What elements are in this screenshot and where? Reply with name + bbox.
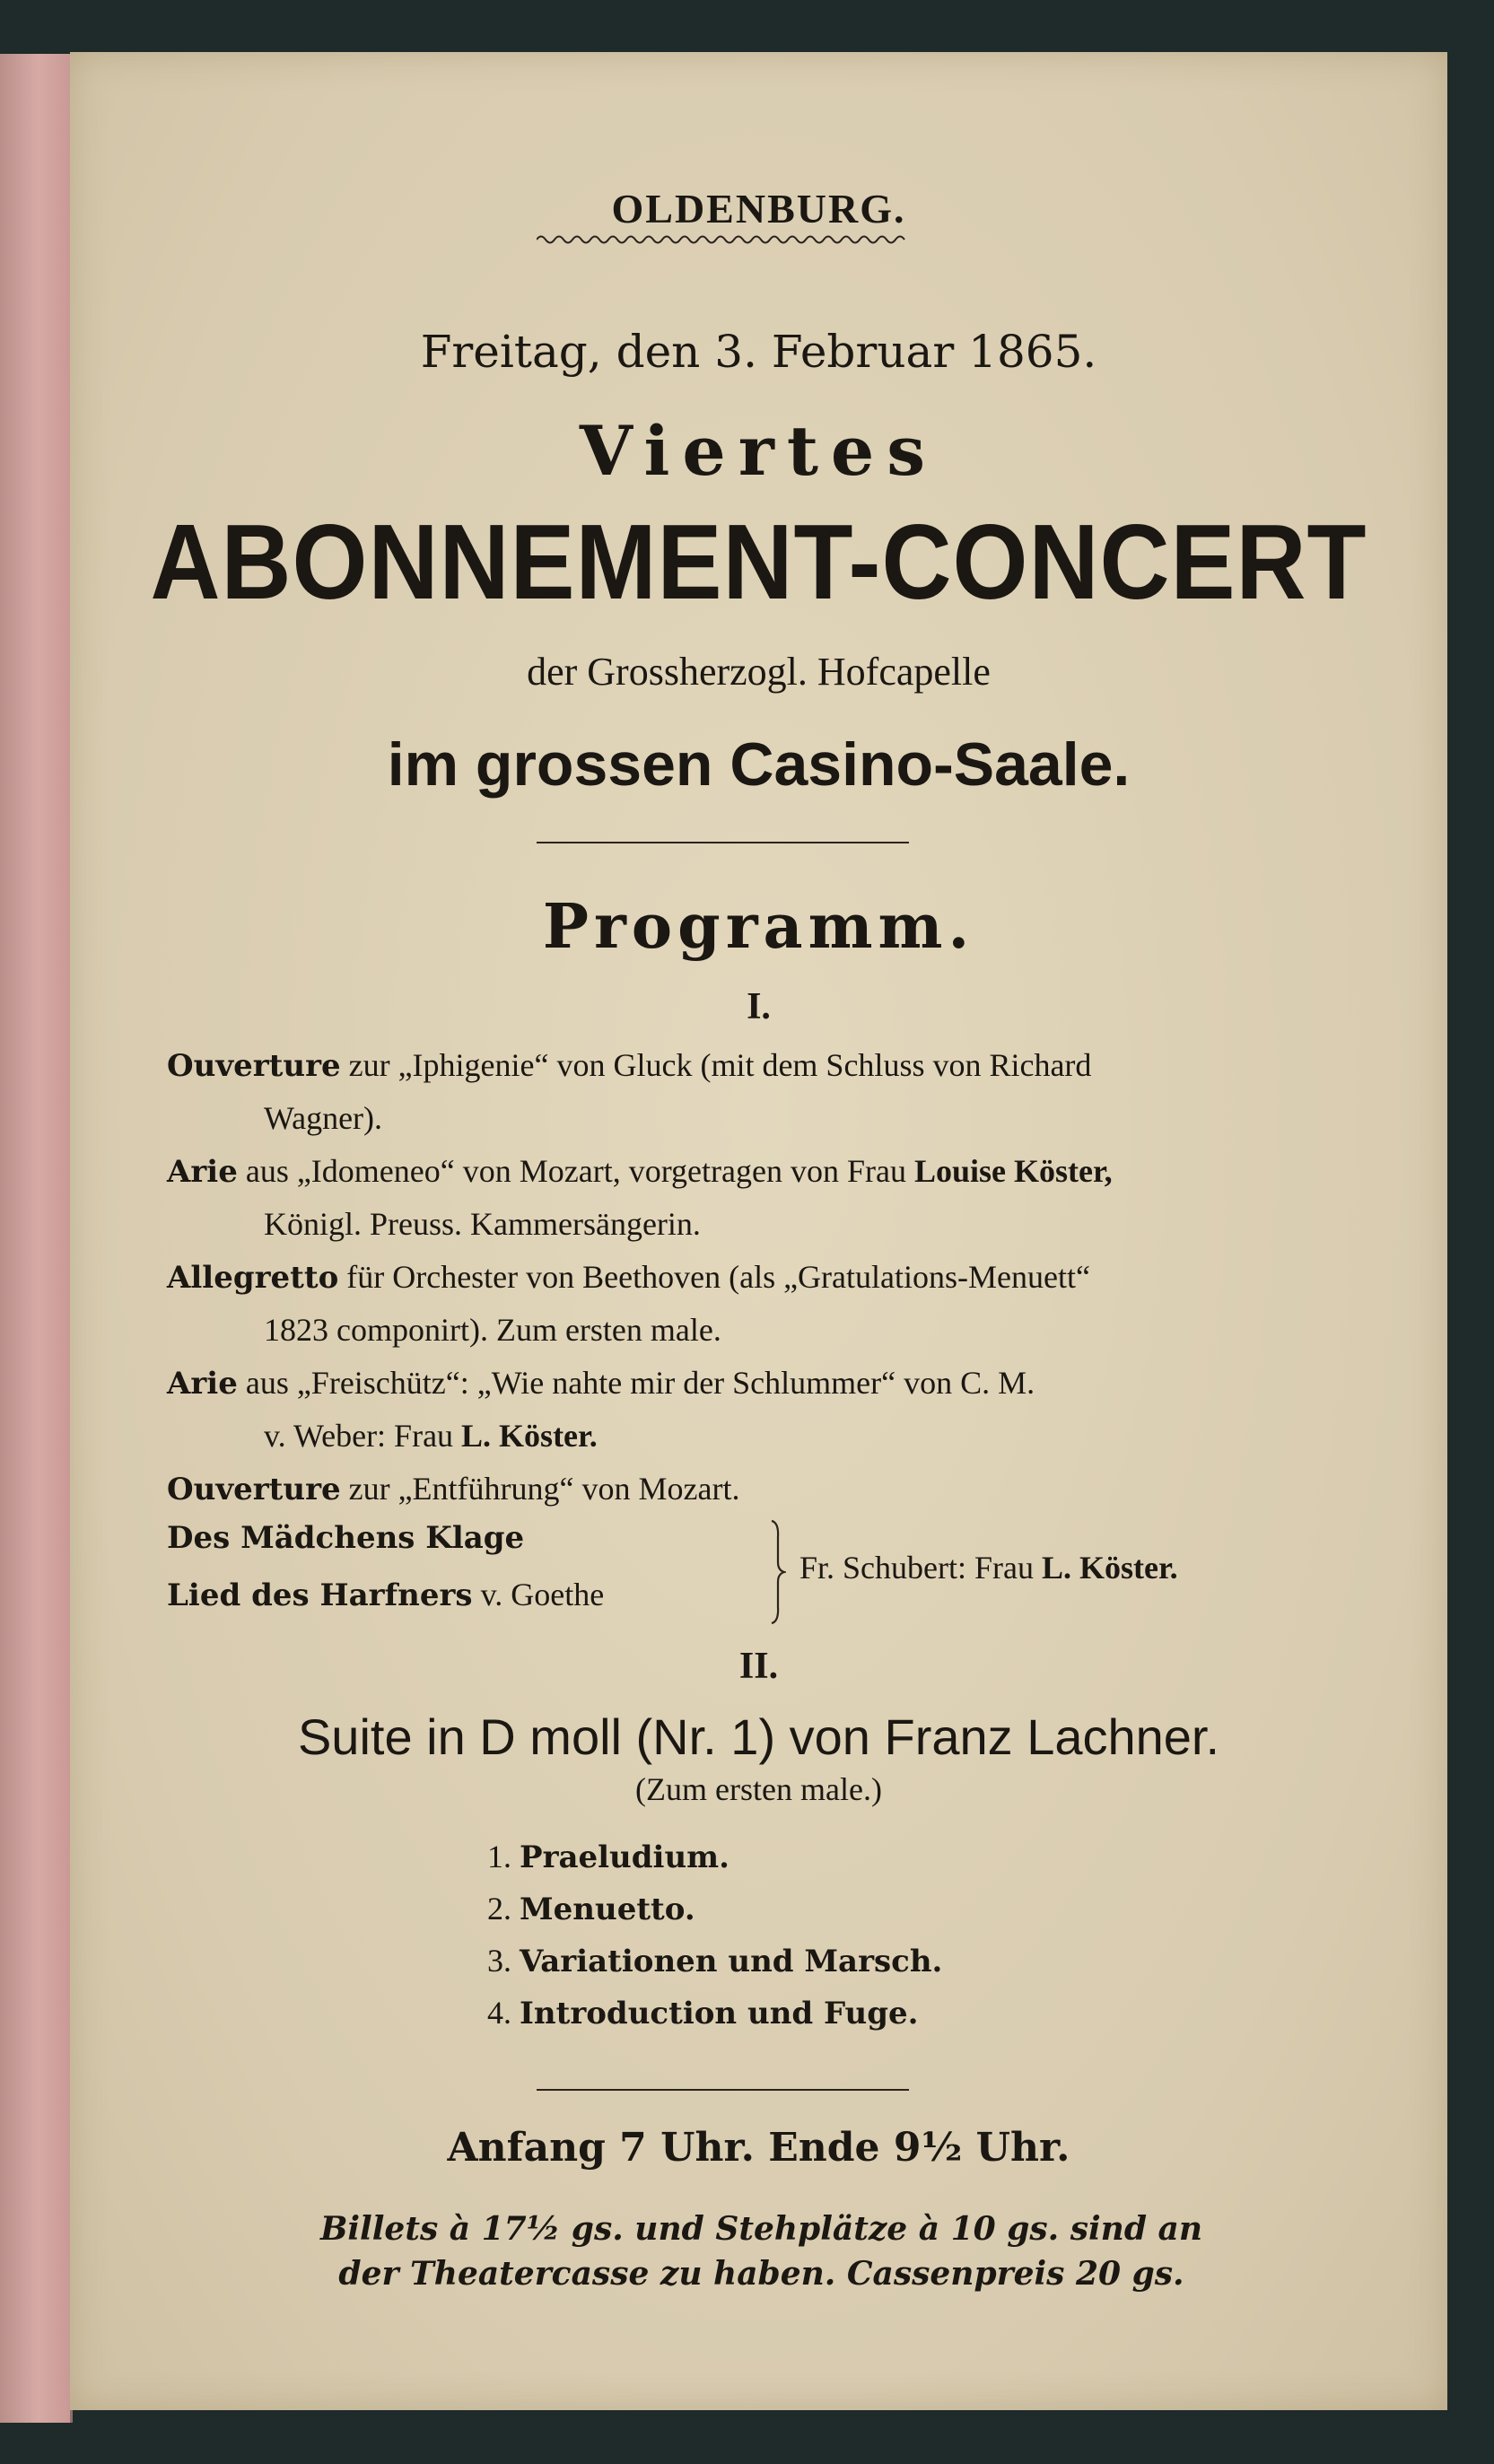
movement-title: Menuetto. <box>520 1892 695 1927</box>
concert-date: Freitag, den 3. Februar 1865. <box>420 326 1097 378</box>
item-text: aus „Freischütz“: „Wie nahte mir der Schlummer“ von C. M. <box>237 1365 1035 1401</box>
divider-rule <box>537 2089 909 2091</box>
program-item <box>167 1039 1356 1144</box>
movement-item <box>487 1838 730 1875</box>
item-continuation: Königl. Preuss. Kammersängerin. <box>264 1206 701 1242</box>
part-two-numeral: II. <box>738 1646 779 1687</box>
item-text: zur „Iphigenie“ von Gluck (mit dem Schluss von Richard <box>340 1047 1092 1083</box>
program-item <box>167 1463 1356 1516</box>
wavy-underline-ornament <box>537 232 909 248</box>
start-end-times: Anfang 7 Uhr. Ende 9½ Uhr. <box>447 2125 1070 2171</box>
movement-number: 4. <box>487 1995 511 2031</box>
orchestra-name: der Grossherzogl. Hofcapelle <box>527 650 991 694</box>
programm-heading: Programm. <box>542 891 975 963</box>
program-item <box>167 1251 1356 1356</box>
item-continuation: v. Weber: Frau <box>264 1418 462 1454</box>
singer-name: Louise Köster, <box>913 1153 1113 1189</box>
item-text: zur „Entführung“ von Mozart. <box>340 1471 740 1507</box>
item-continuation: 1823 componirt). Zum ersten male. <box>264 1312 721 1348</box>
suite-note: (Zum ersten male.) <box>635 1771 882 1807</box>
movement-title: Variationen und Marsch. <box>520 1944 943 1979</box>
concert-number: Viertes <box>579 411 939 491</box>
adjacent-page-edge <box>0 54 73 2423</box>
item-lead: Arie <box>167 1366 238 1402</box>
movement-title: Praeludium. <box>520 1839 730 1875</box>
movement-number: 3. <box>487 1943 511 1979</box>
item-lead: Arie <box>167 1154 238 1190</box>
schubert-songs <box>167 1515 1360 1631</box>
right-brace-icon <box>770 1519 786 1625</box>
song-poet: v. Goethe <box>472 1577 605 1612</box>
ticket-info-line: Billets à 17½ gs. und Stehplätze à 10 gs. sind an <box>319 2210 1203 2248</box>
item-lead: Allegretto <box>167 1260 339 1296</box>
program-item <box>167 1357 1356 1462</box>
concert-program-page <box>70 52 1447 2410</box>
divider-rule <box>537 842 909 843</box>
item-continuation: Wagner). <box>264 1100 383 1136</box>
venue: im grossen Casino-Saale. <box>387 730 1131 799</box>
movement-item <box>487 1994 919 2031</box>
movement-item <box>487 1890 695 1927</box>
song-title: Lied des Harfners <box>167 1577 473 1613</box>
movement-title: Introduction und Fuge. <box>520 1996 919 2031</box>
item-text: aus „Idomeneo“ von Mozart, vorgetragen von Frau <box>237 1153 914 1189</box>
movement-number: 1. <box>487 1839 511 1874</box>
movement-item <box>487 1942 942 1979</box>
item-lead: Ouverture <box>167 1048 341 1084</box>
song-composer: Fr. Schubert: Frau <box>799 1550 1042 1586</box>
movement-number: 2. <box>487 1891 511 1927</box>
ticket-info-line: der Theatercasse zu haben. Cassenpreis 20 gs. <box>338 2255 1184 2293</box>
program-item <box>167 1145 1356 1250</box>
suite-title: Suite in D moll (Nr. 1) von Franz Lachner. <box>297 1708 1220 1765</box>
item-text: für Orchester von Beethoven (als „Gratulations-Menuett“ <box>338 1259 1090 1295</box>
song-title: Des Mädchens Klage <box>167 1520 525 1556</box>
concert-title: ABONNEMENT-CONCERT <box>150 501 1367 622</box>
part-one-numeral: I. <box>747 986 771 1027</box>
city-heading: OLDENBURG. <box>611 186 906 232</box>
singer-name: L. Köster. <box>1041 1550 1178 1586</box>
item-lead: Ouverture <box>167 1472 341 1507</box>
singer-name: L. Köster. <box>461 1418 598 1454</box>
